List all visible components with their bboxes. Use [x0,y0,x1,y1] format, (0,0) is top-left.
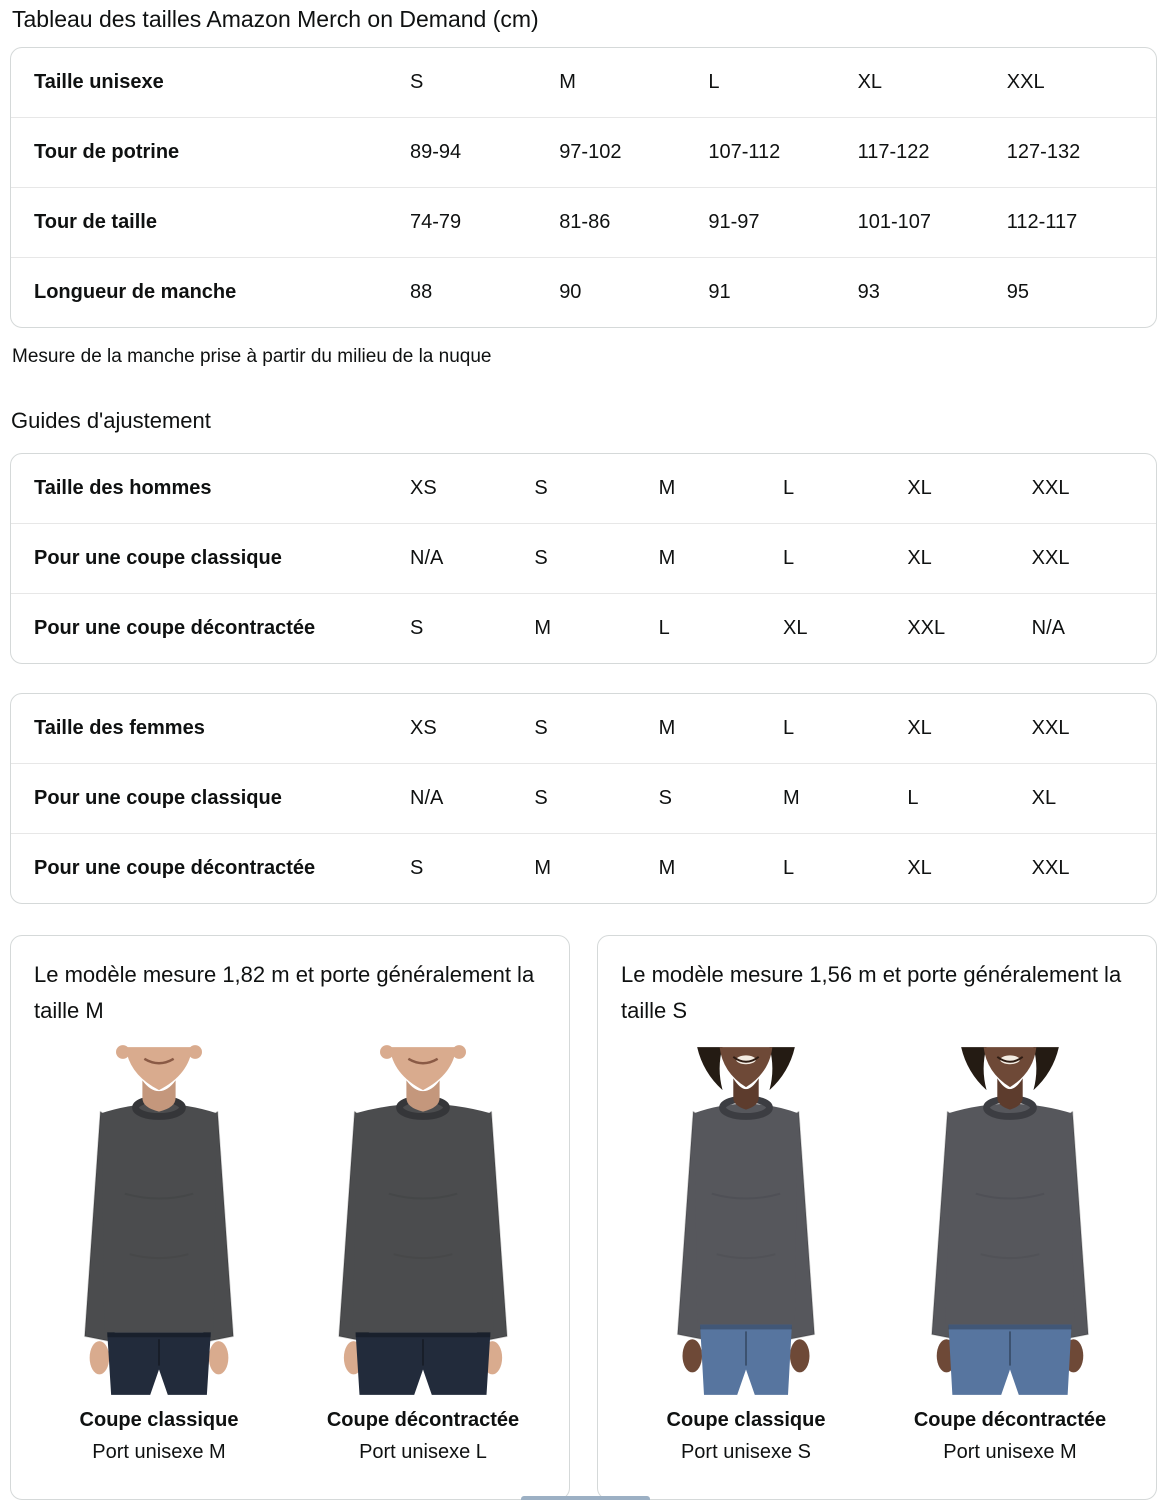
size-cell: 88 [410,281,433,303]
size-cell: S [534,477,548,499]
size-cell: L [708,71,720,93]
size-cell: L [907,787,919,809]
size-cell: XS [410,477,437,499]
row-label: Longueur de manche [34,281,237,303]
size-cell: 95 [1006,281,1030,303]
size-cell: S [534,787,548,809]
size-cell: L [783,717,795,739]
size-cell: 91 [708,281,731,303]
fit-label: Coupe classique [666,1409,826,1432]
model-photo-relaxed [296,1045,550,1397]
row-label: Tour de taille [34,211,157,233]
size-cell: 112-117 [1006,211,1078,233]
size-cell: N/A [1031,617,1065,639]
row-label: Pour une coupe décontractée [34,617,316,639]
size-cell: XL [857,71,883,93]
size-cell: XL [907,717,932,739]
model-figure-column [883,1045,1137,1464]
table-row [11,833,1156,903]
size-cell: L [783,477,795,499]
row-label: Taille des femmes [34,717,205,739]
model-photos [32,1045,548,1464]
size-cell: XXL [907,617,946,639]
model-figure [619,1045,873,1397]
model-photos [619,1045,1135,1464]
size-worn-label: Port unisexe L [359,1441,487,1464]
table-row [11,48,1156,117]
size-cell: XL [907,857,932,879]
size-cell: 91-97 [708,211,760,233]
table-row [11,187,1156,257]
table-row [11,257,1156,327]
size-cell: XXL [1031,547,1070,569]
size-cell: XL [783,617,808,639]
size-cell: N/A [410,787,444,809]
model-figure-column [296,1045,550,1464]
fit-label: Coupe décontractée [326,1409,520,1432]
size-cell: 107-112 [708,141,781,163]
size-worn-label: Port unisexe S [680,1441,812,1464]
next-section-edge [521,1496,650,1500]
row-label: Taille unisexe [34,71,164,93]
mens-model-card [10,935,570,1500]
size-cell: M [658,857,676,879]
womens-fit-table [10,693,1157,904]
row-label: Tour de potrine [34,141,180,163]
size-cell: 101-107 [857,211,931,233]
model-description: Le modèle mesure 1,56 m et porte généralement la taille S [621,962,1122,1023]
row-label: Pour une coupe classique [34,547,282,569]
page-title: Tableau des tailles Amazon Merch on Demand (cm) [12,6,539,32]
size-worn-label: Port unisexe M [943,1441,1077,1464]
mens-fit-table [10,453,1157,664]
size-cell: L [783,857,795,879]
size-cell: 93 [857,281,880,303]
size-cell: L [783,547,795,569]
model-description: Le modèle mesure 1,82 m et porte généralement la taille M [34,962,535,1023]
size-cell: M [559,71,576,93]
size-cell: 90 [559,281,582,303]
model-cards [10,935,1157,1500]
size-cell: XL [1031,787,1057,809]
table-row [11,117,1156,187]
size-cell: XS [410,717,437,739]
row-label: Taille des hommes [34,477,212,499]
size-cell: S [534,717,548,739]
table-row [11,523,1156,593]
table-row [11,763,1156,833]
size-cell: L [658,617,670,639]
size-cell: M [658,547,676,569]
size-cell: 74-79 [410,211,462,233]
row-label: Pour une coupe décontractée [34,857,316,879]
size-worn-label: Port unisexe M [92,1441,226,1464]
model-figure [296,1045,550,1397]
size-cell: 81-86 [559,211,611,233]
size-cell: M [658,717,676,739]
size-cell: S [658,787,672,809]
model-figure [32,1045,286,1397]
table-row [11,593,1156,663]
size-cell: XL [907,547,932,569]
size-cell: XXL [1031,477,1070,499]
model-figure-column [619,1045,873,1464]
size-cell: XXL [1031,857,1070,879]
model-photo-relaxed [883,1045,1137,1397]
model-figure [883,1045,1137,1397]
size-cell: M [534,857,551,879]
unisex-size-table [10,47,1157,328]
womens-model-card [597,935,1157,1500]
size-cell: 89-94 [410,141,462,163]
table-row [11,454,1156,523]
size-cell: XXL [1031,717,1070,739]
size-cell: 127-132 [1006,141,1081,163]
model-photo-classic [32,1045,286,1397]
size-cell: N/A [410,547,444,569]
size-cell: 97-102 [559,141,622,163]
size-cell: M [658,477,676,499]
fit-guides-heading: Guides d'ajustement [11,408,211,433]
sleeve-measure-note: Mesure de la manche prise à partir du milieu de la nuque [12,346,492,367]
size-cell: S [534,547,548,569]
size-cell: 117-122 [857,141,930,163]
fit-label: Coupe décontractée [913,1409,1107,1432]
size-cell: S [410,71,424,93]
size-cell: S [410,857,424,879]
size-cell: XXL [1006,71,1045,93]
size-cell: S [410,617,424,639]
model-figure-column [32,1045,286,1464]
row-label: Pour une coupe classique [34,787,282,809]
table-row [11,694,1156,763]
size-cell: M [534,617,551,639]
fit-label: Coupe classique [79,1409,239,1432]
size-cell: M [783,787,800,809]
size-cell: XL [907,477,932,499]
model-photo-classic [619,1045,873,1397]
